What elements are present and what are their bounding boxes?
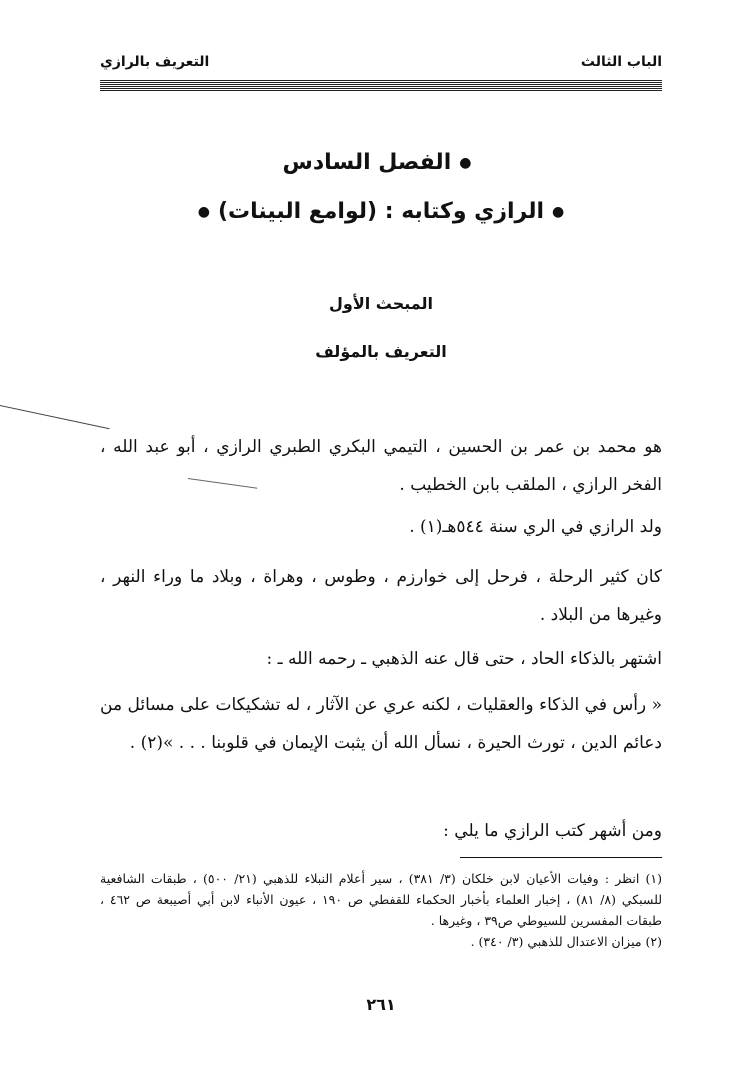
running-head-chapter: الباب الثالث — [580, 54, 662, 70]
bullet-icon: ● — [459, 155, 472, 171]
running-head-title: التعريف بالرازي — [100, 54, 210, 70]
paragraph: هو محمد بن عمر بن الحسين ، التيمي البكري الطبري الرازي ، أبو عبد الله ، الفخر الرازي ، الملقب بابن الخطيب . — [100, 437, 662, 495]
chapter-heading-text: الفصل السادس — [282, 150, 452, 175]
footnote: (٢) ميزان الاعتدال للذهبي (٣/ ٣٤٠) . — [470, 934, 662, 949]
footnotes — [100, 868, 662, 952]
scan-mark — [0, 405, 110, 429]
running-head — [100, 50, 662, 76]
bullet-icon: ● — [552, 204, 565, 220]
section-title: المبحث الأول — [328, 294, 433, 313]
page-number: ٢٦١ — [366, 995, 396, 1014]
header-rule — [100, 80, 662, 92]
footnote-rule — [460, 857, 662, 858]
paragraph: كان كثير الرحلة ، فرحل إلى خوارزم ، وطوس ، وهراة ، وبلاد ما وراء النهر ، وغيرها من البلاد . — [100, 567, 662, 625]
quote-paragraph: « رأس في الذكاء والعقليات ، لكنه عري عن الآثار ، له تشكيكات على مسائل من دعائم الدين ، تورث الحيرة ، نسأل الله أن يثبت الإيمان في قلوبنا . . . »(٢) . — [100, 695, 662, 753]
chapter-heading — [100, 150, 662, 175]
paragraph: ومن أشهر كتب الرازي ما يلي : — [443, 821, 662, 841]
footnote: (١) انظر : وفيات الأعيان لابن خلكان (٣/ ٣٨١) ، سير أعلام النبلاء للذهبي (٢١/ ٥٠٠) ، طبقات الشافعية للسبكي (٨/ ٨١) ، إخبار العلماء بأخبار الحكماء للقفطي ص ١٩٠ ، عيون الأنباء لابن أبي أصيبعة ص ٤٦٢ ، طبقات المفسرين للسيوطي ص٣٩ ، وغيرها . — [100, 871, 663, 928]
book-heading-text: الرازي وكتابه : (لوامع البينات) — [217, 199, 545, 224]
paragraph: ولد الرازي في الري سنة ٥٤٤هـ(١) . — [409, 517, 662, 537]
bullet-icon: ● — [197, 204, 210, 220]
paragraph: اشتهر بالذكاء الحاد ، حتى قال عنه الذهبي ـ رحمه الله ـ : — [266, 649, 662, 669]
section-subtitle: التعريف بالمؤلف — [315, 342, 447, 361]
book-heading — [100, 199, 662, 224]
